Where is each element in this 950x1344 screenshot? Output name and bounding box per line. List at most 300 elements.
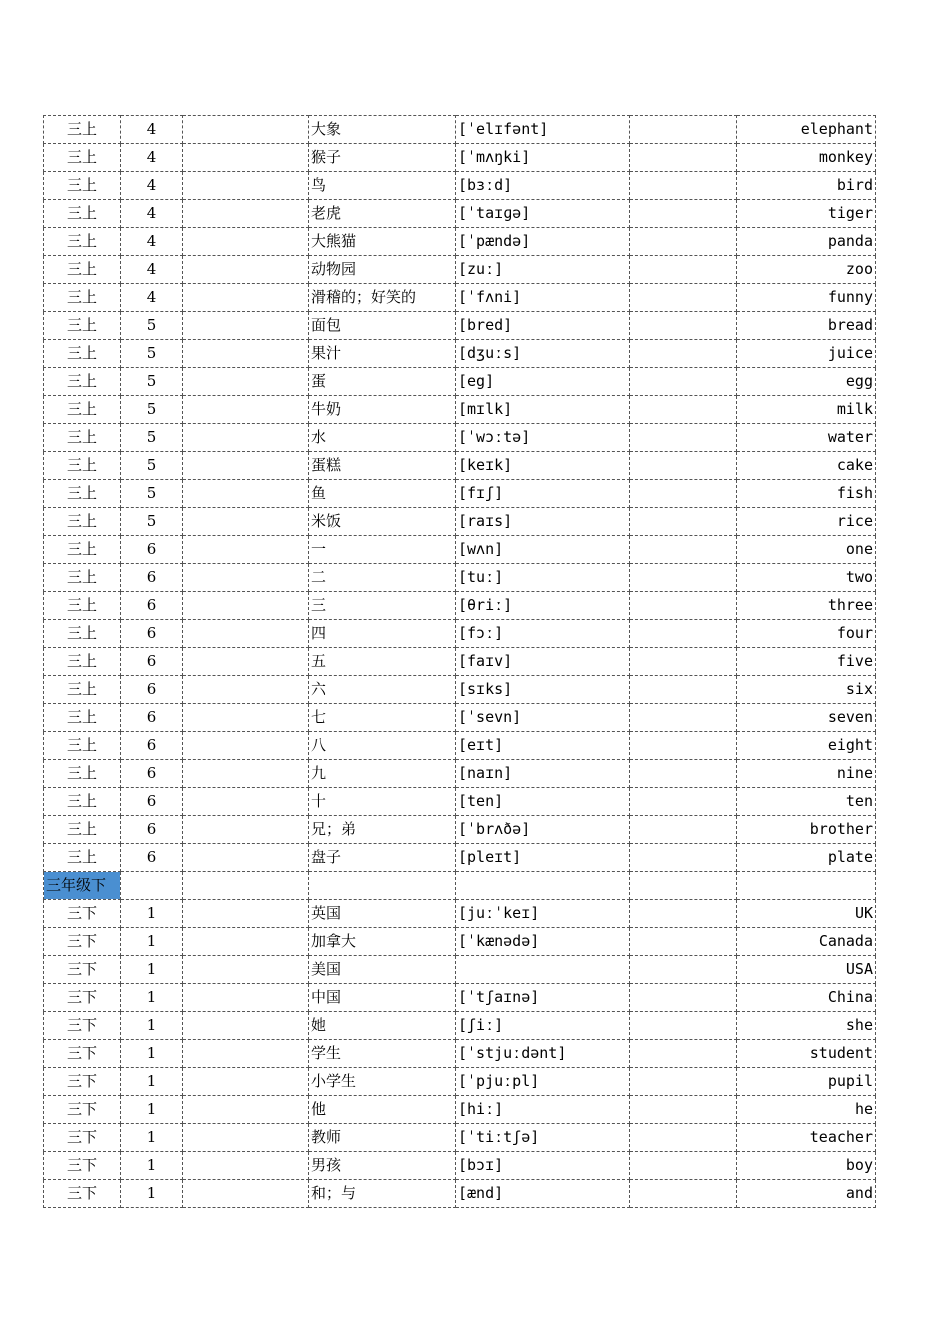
unit-cell[interactable]: 5 — [121, 452, 183, 480]
chinese-meaning-cell[interactable]: 鸟 — [309, 172, 456, 200]
chinese-meaning-cell[interactable]: 一 — [309, 536, 456, 564]
chinese-meaning-cell[interactable]: 八 — [309, 732, 456, 760]
unit-cell[interactable]: 5 — [121, 424, 183, 452]
unit-cell[interactable]: 5 — [121, 368, 183, 396]
empty-cell[interactable] — [630, 1068, 737, 1096]
phonetic-cell[interactable]: [eɪt] — [456, 732, 630, 760]
phonetic-cell[interactable]: [ˈstjuːdənt] — [456, 1040, 630, 1068]
unit-cell[interactable]: 4 — [121, 256, 183, 284]
unit-cell[interactable]: 4 — [121, 144, 183, 172]
empty-cell[interactable] — [630, 928, 737, 956]
unit-cell[interactable]: 1 — [121, 900, 183, 928]
table-row — [44, 508, 876, 536]
chinese-meaning-cell[interactable]: 二 — [309, 564, 456, 592]
empty-cell[interactable] — [183, 1124, 309, 1152]
grade-cell[interactable]: 三下 — [44, 928, 121, 956]
chinese-meaning-cell[interactable]: 动物园 — [309, 256, 456, 284]
phonetic-cell[interactable]: [mɪlk] — [456, 396, 630, 424]
table-row — [44, 396, 876, 424]
empty-cell[interactable] — [183, 1068, 309, 1096]
unit-cell[interactable]: 4 — [121, 228, 183, 256]
empty-cell[interactable] — [630, 200, 737, 228]
empty-cell[interactable] — [630, 424, 737, 452]
unit-cell[interactable]: 1 — [121, 928, 183, 956]
empty-cell[interactable] — [183, 116, 309, 144]
empty-cell[interactable] — [630, 592, 737, 620]
phonetic-cell[interactable]: [ʃiː] — [456, 1012, 630, 1040]
empty-cell[interactable] — [183, 256, 309, 284]
table-row — [44, 172, 876, 200]
chinese-meaning-cell[interactable]: 学生 — [309, 1040, 456, 1068]
unit-cell[interactable]: 6 — [121, 676, 183, 704]
grade-cell[interactable]: 三上 — [44, 704, 121, 732]
table-row — [44, 1012, 876, 1040]
empty-cell[interactable] — [630, 872, 737, 900]
unit-cell[interactable]: 1 — [121, 1096, 183, 1124]
empty-cell[interactable] — [630, 788, 737, 816]
unit-cell[interactable]: 1 — [121, 1068, 183, 1096]
unit-cell[interactable]: 6 — [121, 536, 183, 564]
unit-cell[interactable]: 1 — [121, 956, 183, 984]
english-word-cell[interactable]: milk — [737, 396, 876, 424]
english-word-cell[interactable]: tiger — [737, 200, 876, 228]
empty-cell[interactable] — [630, 1096, 737, 1124]
grade-cell[interactable]: 三上 — [44, 312, 121, 340]
grade-cell[interactable]: 三下 — [44, 1180, 121, 1208]
chinese-meaning-cell[interactable] — [309, 872, 456, 900]
phonetic-cell[interactable]: [ten] — [456, 788, 630, 816]
phonetic-cell[interactable]: [wʌn] — [456, 536, 630, 564]
grade-cell[interactable]: 三年级下 — [44, 872, 121, 900]
english-word-cell[interactable]: water — [737, 424, 876, 452]
empty-cell[interactable] — [183, 396, 309, 424]
chinese-meaning-cell[interactable]: 小学生 — [309, 1068, 456, 1096]
phonetic-cell[interactable]: [ˈpændə] — [456, 228, 630, 256]
phonetic-cell[interactable]: [pleɪt] — [456, 844, 630, 872]
grade-cell[interactable]: 三下 — [44, 900, 121, 928]
empty-cell[interactable] — [183, 144, 309, 172]
unit-cell[interactable]: 1 — [121, 1124, 183, 1152]
phonetic-cell[interactable]: [ˈpjuːpl] — [456, 1068, 630, 1096]
unit-cell[interactable]: 5 — [121, 508, 183, 536]
phonetic-cell[interactable]: [θriː] — [456, 592, 630, 620]
grade-cell[interactable]: 三上 — [44, 452, 121, 480]
empty-cell[interactable] — [630, 480, 737, 508]
grade-cell[interactable]: 三上 — [44, 368, 121, 396]
table-row — [44, 284, 876, 312]
phonetic-cell[interactable]: [sɪks] — [456, 676, 630, 704]
table-row — [44, 1180, 876, 1208]
empty-cell[interactable] — [183, 452, 309, 480]
unit-cell[interactable]: 6 — [121, 788, 183, 816]
chinese-meaning-cell[interactable]: 五 — [309, 648, 456, 676]
empty-cell[interactable] — [183, 676, 309, 704]
english-word-cell[interactable]: fish — [737, 480, 876, 508]
english-word-cell[interactable]: bird — [737, 172, 876, 200]
english-word-cell[interactable]: he — [737, 1096, 876, 1124]
empty-cell[interactable] — [630, 452, 737, 480]
table-row — [44, 1152, 876, 1180]
empty-cell[interactable] — [630, 732, 737, 760]
chinese-meaning-cell[interactable]: 美国 — [309, 956, 456, 984]
empty-cell[interactable] — [183, 900, 309, 928]
unit-cell[interactable]: 6 — [121, 732, 183, 760]
phonetic-cell[interactable]: [raɪs] — [456, 508, 630, 536]
english-word-cell[interactable]: eight — [737, 732, 876, 760]
english-word-cell[interactable]: monkey — [737, 144, 876, 172]
phonetic-cell[interactable]: [faɪv] — [456, 648, 630, 676]
unit-cell[interactable]: 4 — [121, 200, 183, 228]
table-row — [44, 144, 876, 172]
table-row — [44, 956, 876, 984]
phonetic-cell[interactable]: [juːˈkeɪ] — [456, 900, 630, 928]
english-word-cell[interactable]: and — [737, 1180, 876, 1208]
phonetic-cell[interactable]: [ˈtaɪɡə] — [456, 200, 630, 228]
chinese-meaning-cell[interactable]: 大象 — [309, 116, 456, 144]
grade-cell[interactable]: 三下 — [44, 1152, 121, 1180]
grade-cell[interactable]: 三上 — [44, 760, 121, 788]
english-word-cell[interactable]: zoo — [737, 256, 876, 284]
empty-cell[interactable] — [630, 844, 737, 872]
chinese-meaning-cell[interactable]: 牛奶 — [309, 396, 456, 424]
table-row — [44, 592, 876, 620]
chinese-meaning-cell[interactable]: 大熊猫 — [309, 228, 456, 256]
grade-cell[interactable]: 三下 — [44, 1096, 121, 1124]
empty-cell[interactable] — [630, 508, 737, 536]
phonetic-cell[interactable]: [ˈwɔːtə] — [456, 424, 630, 452]
grade-cell[interactable]: 三上 — [44, 676, 121, 704]
phonetic-cell[interactable]: [hiː] — [456, 1096, 630, 1124]
english-word-cell[interactable]: seven — [737, 704, 876, 732]
unit-cell[interactable]: 4 — [121, 172, 183, 200]
empty-cell[interactable] — [183, 172, 309, 200]
empty-cell[interactable] — [183, 760, 309, 788]
english-word-cell[interactable]: UK — [737, 900, 876, 928]
empty-cell[interactable] — [183, 956, 309, 984]
chinese-meaning-cell[interactable]: 鱼 — [309, 480, 456, 508]
grade-cell[interactable]: 三上 — [44, 284, 121, 312]
unit-cell[interactable]: 4 — [121, 284, 183, 312]
unit-cell[interactable]: 6 — [121, 844, 183, 872]
grade-cell[interactable]: 三上 — [44, 228, 121, 256]
english-word-cell[interactable] — [737, 872, 876, 900]
empty-cell[interactable] — [183, 1040, 309, 1068]
grade-cell[interactable]: 三上 — [44, 788, 121, 816]
unit-cell[interactable]: 6 — [121, 816, 183, 844]
chinese-meaning-cell[interactable]: 水 — [309, 424, 456, 452]
english-word-cell[interactable]: USA — [737, 956, 876, 984]
english-word-cell[interactable]: juice — [737, 340, 876, 368]
table-row — [44, 340, 876, 368]
chinese-meaning-cell[interactable]: 六 — [309, 676, 456, 704]
table-row — [44, 676, 876, 704]
english-word-cell[interactable]: funny — [737, 284, 876, 312]
table-row — [44, 648, 876, 676]
empty-cell[interactable] — [630, 648, 737, 676]
grade-cell[interactable]: 三上 — [44, 340, 121, 368]
chinese-meaning-cell[interactable]: 她 — [309, 1012, 456, 1040]
grade-cell[interactable]: 三上 — [44, 144, 121, 172]
table-row — [44, 564, 876, 592]
grade-cell[interactable]: 三上 — [44, 732, 121, 760]
chinese-meaning-cell[interactable]: 蛋糕 — [309, 452, 456, 480]
phonetic-cell[interactable]: [ˈtiːtʃə] — [456, 1124, 630, 1152]
empty-cell[interactable] — [630, 956, 737, 984]
table-row — [44, 1096, 876, 1124]
grade-cell[interactable]: 三上 — [44, 592, 121, 620]
empty-cell[interactable] — [630, 340, 737, 368]
english-word-cell[interactable]: panda — [737, 228, 876, 256]
english-word-cell[interactable]: pupil — [737, 1068, 876, 1096]
grade-cell[interactable]: 三上 — [44, 480, 121, 508]
empty-cell[interactable] — [183, 984, 309, 1012]
phonetic-cell[interactable]: [zuː] — [456, 256, 630, 284]
table-row — [44, 228, 876, 256]
empty-cell[interactable] — [183, 368, 309, 396]
empty-cell[interactable] — [183, 1180, 309, 1208]
table-row — [44, 928, 876, 956]
empty-cell[interactable] — [183, 340, 309, 368]
grade-cell[interactable]: 三上 — [44, 256, 121, 284]
english-word-cell[interactable]: teacher — [737, 1124, 876, 1152]
unit-cell[interactable]: 5 — [121, 340, 183, 368]
english-word-cell[interactable]: rice — [737, 508, 876, 536]
grade-cell[interactable]: 三上 — [44, 648, 121, 676]
empty-cell[interactable] — [630, 396, 737, 424]
empty-cell[interactable] — [630, 256, 737, 284]
unit-cell[interactable]: 6 — [121, 620, 183, 648]
empty-cell[interactable] — [630, 900, 737, 928]
english-word-cell[interactable]: brother — [737, 816, 876, 844]
chinese-meaning-cell[interactable]: 英国 — [309, 900, 456, 928]
empty-cell[interactable] — [630, 116, 737, 144]
english-word-cell[interactable]: boy — [737, 1152, 876, 1180]
english-word-cell[interactable]: two — [737, 564, 876, 592]
grade-cell[interactable]: 三上 — [44, 200, 121, 228]
empty-cell[interactable] — [183, 928, 309, 956]
empty-cell[interactable] — [630, 1152, 737, 1180]
empty-cell[interactable] — [183, 844, 309, 872]
table-row — [44, 200, 876, 228]
chinese-meaning-cell[interactable]: 他 — [309, 1096, 456, 1124]
chinese-meaning-cell[interactable]: 盘子 — [309, 844, 456, 872]
chinese-meaning-cell[interactable]: 七 — [309, 704, 456, 732]
table-row — [44, 732, 876, 760]
empty-cell[interactable] — [630, 760, 737, 788]
phonetic-cell[interactable] — [456, 956, 630, 984]
grade-cell[interactable]: 三下 — [44, 1040, 121, 1068]
empty-cell[interactable] — [183, 732, 309, 760]
empty-cell[interactable] — [630, 816, 737, 844]
empty-cell[interactable] — [183, 1012, 309, 1040]
chinese-meaning-cell[interactable]: 老虎 — [309, 200, 456, 228]
phonetic-cell[interactable]: [naɪn] — [456, 760, 630, 788]
chinese-meaning-cell[interactable]: 和；与 — [309, 1180, 456, 1208]
empty-cell[interactable] — [630, 536, 737, 564]
grade-cell[interactable]: 三下 — [44, 1124, 121, 1152]
english-word-cell[interactable]: nine — [737, 760, 876, 788]
chinese-meaning-cell[interactable]: 四 — [309, 620, 456, 648]
empty-cell[interactable] — [183, 200, 309, 228]
empty-cell[interactable] — [183, 564, 309, 592]
empty-cell[interactable] — [630, 368, 737, 396]
english-word-cell[interactable]: egg — [737, 368, 876, 396]
chinese-meaning-cell[interactable]: 中国 — [309, 984, 456, 1012]
grade-cell[interactable]: 三上 — [44, 816, 121, 844]
phonetic-cell[interactable]: [ˈelɪfənt] — [456, 116, 630, 144]
empty-cell[interactable] — [183, 788, 309, 816]
grade-cell[interactable]: 三下 — [44, 1068, 121, 1096]
phonetic-cell[interactable]: [bɜːd] — [456, 172, 630, 200]
empty-cell[interactable] — [183, 424, 309, 452]
table-row — [44, 816, 876, 844]
empty-cell[interactable] — [183, 312, 309, 340]
unit-cell[interactable]: 4 — [121, 116, 183, 144]
grade-cell[interactable]: 三上 — [44, 116, 121, 144]
unit-cell[interactable]: 5 — [121, 312, 183, 340]
phonetic-cell[interactable]: [tuː] — [456, 564, 630, 592]
empty-cell[interactable] — [630, 172, 737, 200]
english-word-cell[interactable]: she — [737, 1012, 876, 1040]
english-word-cell[interactable]: plate — [737, 844, 876, 872]
unit-cell[interactable]: 6 — [121, 704, 183, 732]
empty-cell[interactable] — [183, 536, 309, 564]
empty-cell[interactable] — [630, 564, 737, 592]
phonetic-cell[interactable] — [456, 872, 630, 900]
table-row — [44, 312, 876, 340]
empty-cell[interactable] — [183, 620, 309, 648]
english-word-cell[interactable]: six — [737, 676, 876, 704]
unit-cell[interactable]: 1 — [121, 1180, 183, 1208]
empty-cell[interactable] — [183, 816, 309, 844]
empty-cell[interactable] — [630, 1124, 737, 1152]
chinese-meaning-cell[interactable]: 米饭 — [309, 508, 456, 536]
english-word-cell[interactable]: one — [737, 536, 876, 564]
empty-cell[interactable] — [630, 1180, 737, 1208]
chinese-meaning-cell[interactable]: 面包 — [309, 312, 456, 340]
english-word-cell[interactable]: ten — [737, 788, 876, 816]
chinese-meaning-cell[interactable]: 十 — [309, 788, 456, 816]
grade-cell[interactable]: 三下 — [44, 956, 121, 984]
phonetic-cell[interactable]: [ˈbrʌðə] — [456, 816, 630, 844]
phonetic-cell[interactable]: [ˈfʌni] — [456, 284, 630, 312]
chinese-meaning-cell[interactable]: 教师 — [309, 1124, 456, 1152]
unit-cell[interactable]: 6 — [121, 648, 183, 676]
section-header-row — [44, 872, 876, 900]
empty-cell[interactable] — [183, 284, 309, 312]
grade-cell[interactable]: 三上 — [44, 536, 121, 564]
empty-cell[interactable] — [183, 592, 309, 620]
unit-cell[interactable]: 6 — [121, 760, 183, 788]
table-row — [44, 620, 876, 648]
phonetic-cell[interactable]: [keɪk] — [456, 452, 630, 480]
unit-cell[interactable]: 1 — [121, 1040, 183, 1068]
phonetic-cell[interactable]: [fɪʃ] — [456, 480, 630, 508]
empty-cell[interactable] — [183, 480, 309, 508]
empty-cell[interactable] — [183, 1152, 309, 1180]
empty-cell[interactable] — [183, 228, 309, 256]
english-word-cell[interactable]: student — [737, 1040, 876, 1068]
unit-cell[interactable]: 5 — [121, 396, 183, 424]
grade-cell[interactable]: 三上 — [44, 508, 121, 536]
empty-cell[interactable] — [630, 144, 737, 172]
empty-cell[interactable] — [630, 1012, 737, 1040]
empty-cell[interactable] — [630, 312, 737, 340]
empty-cell[interactable] — [183, 508, 309, 536]
empty-cell[interactable] — [183, 1096, 309, 1124]
empty-cell[interactable] — [630, 1040, 737, 1068]
chinese-meaning-cell[interactable]: 兄；弟 — [309, 816, 456, 844]
table-row — [44, 536, 876, 564]
phonetic-cell[interactable]: [ˈkænədə] — [456, 928, 630, 956]
chinese-meaning-cell[interactable]: 加拿大 — [309, 928, 456, 956]
phonetic-cell[interactable]: [dʒuːs] — [456, 340, 630, 368]
english-word-cell[interactable]: Canada — [737, 928, 876, 956]
phonetic-cell[interactable]: [bred] — [456, 312, 630, 340]
unit-cell[interactable]: 1 — [121, 984, 183, 1012]
unit-cell[interactable]: 6 — [121, 592, 183, 620]
grade-cell[interactable]: 三上 — [44, 564, 121, 592]
phonetic-cell[interactable]: [ˈmʌŋki] — [456, 144, 630, 172]
empty-cell[interactable] — [630, 620, 737, 648]
phonetic-cell[interactable]: [ˈsevn] — [456, 704, 630, 732]
grade-cell[interactable]: 三上 — [44, 844, 121, 872]
english-word-cell[interactable]: elephant — [737, 116, 876, 144]
table-row — [44, 480, 876, 508]
phonetic-cell[interactable]: [ˈtʃaɪnə] — [456, 984, 630, 1012]
grade-cell[interactable]: 三下 — [44, 1012, 121, 1040]
chinese-meaning-cell[interactable]: 滑稽的；好笑的 — [309, 284, 456, 312]
chinese-meaning-cell[interactable]: 猴子 — [309, 144, 456, 172]
chinese-meaning-cell[interactable]: 果汁 — [309, 340, 456, 368]
empty-cell[interactable] — [630, 676, 737, 704]
empty-cell[interactable] — [183, 872, 309, 900]
empty-cell[interactable] — [630, 704, 737, 732]
phonetic-cell[interactable]: [ænd] — [456, 1180, 630, 1208]
english-word-cell[interactable]: China — [737, 984, 876, 1012]
chinese-meaning-cell[interactable]: 男孩 — [309, 1152, 456, 1180]
unit-cell[interactable] — [121, 872, 183, 900]
phonetic-cell[interactable]: [bɔɪ] — [456, 1152, 630, 1180]
empty-cell[interactable] — [183, 704, 309, 732]
phonetic-cell[interactable]: [eg] — [456, 368, 630, 396]
unit-cell[interactable]: 6 — [121, 564, 183, 592]
empty-cell[interactable] — [630, 984, 737, 1012]
grade-cell[interactable]: 三上 — [44, 424, 121, 452]
english-word-cell[interactable]: four — [737, 620, 876, 648]
empty-cell[interactable] — [630, 228, 737, 256]
table-row — [44, 1124, 876, 1152]
grade-cell[interactable]: 三上 — [44, 620, 121, 648]
grade-cell[interactable]: 三下 — [44, 984, 121, 1012]
table-row — [44, 760, 876, 788]
english-word-cell[interactable]: cake — [737, 452, 876, 480]
grade-cell[interactable]: 三上 — [44, 396, 121, 424]
chinese-meaning-cell[interactable]: 三 — [309, 592, 456, 620]
unit-cell[interactable]: 5 — [121, 480, 183, 508]
unit-cell[interactable]: 1 — [121, 1012, 183, 1040]
english-word-cell[interactable]: five — [737, 648, 876, 676]
chinese-meaning-cell[interactable]: 蛋 — [309, 368, 456, 396]
grade-cell[interactable]: 三上 — [44, 172, 121, 200]
english-word-cell[interactable]: three — [737, 592, 876, 620]
empty-cell[interactable] — [630, 284, 737, 312]
unit-cell[interactable]: 1 — [121, 1152, 183, 1180]
chinese-meaning-cell[interactable]: 九 — [309, 760, 456, 788]
empty-cell[interactable] — [183, 648, 309, 676]
english-word-cell[interactable]: bread — [737, 312, 876, 340]
phonetic-cell[interactable]: [fɔː] — [456, 620, 630, 648]
